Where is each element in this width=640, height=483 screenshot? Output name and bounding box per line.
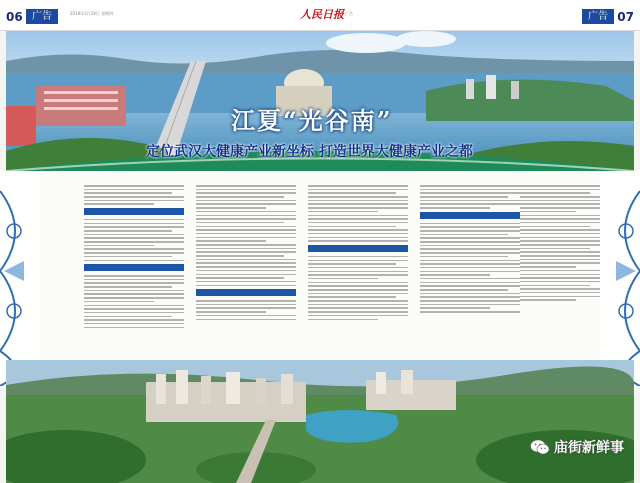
decorative-pattern-left	[0, 171, 40, 386]
masthead-logo: 人民日报	[300, 8, 344, 21]
article-column-3	[308, 185, 408, 360]
header-meta-right: 广告	[345, 11, 353, 16]
article-column-4	[420, 185, 520, 360]
watermark-text: 庙街新鲜事	[554, 440, 624, 456]
article-column-1	[84, 185, 184, 360]
page-header	[0, 0, 640, 31]
wechat-icon	[530, 439, 550, 455]
decorative-pattern-right	[600, 171, 640, 386]
banner-subhead: 定位武汉大健康产业新坐标 打造世界大健康产业之都	[146, 144, 473, 160]
section-label-left: 广告	[26, 9, 58, 24]
bottom-aerial-photo	[6, 360, 634, 483]
banner-headline: 江夏“光谷南”	[231, 106, 393, 135]
header-meta-left: 2018年3月29日 星期四	[70, 11, 114, 16]
page-number-right: 07	[617, 10, 634, 24]
wechat-watermark	[530, 437, 624, 457]
article-column-2	[196, 185, 296, 360]
section-heading-bar	[420, 212, 520, 219]
section-label-right: 广告	[582, 9, 614, 24]
page-number-left: 06	[6, 10, 23, 24]
banner-photo	[6, 31, 634, 171]
section-heading-bar	[84, 208, 184, 215]
section-heading-bar	[196, 289, 296, 296]
section-heading-bar	[308, 245, 408, 252]
article-column-5	[520, 185, 600, 360]
section-heading-bar	[84, 264, 184, 271]
aerial-city-scene	[6, 360, 634, 483]
